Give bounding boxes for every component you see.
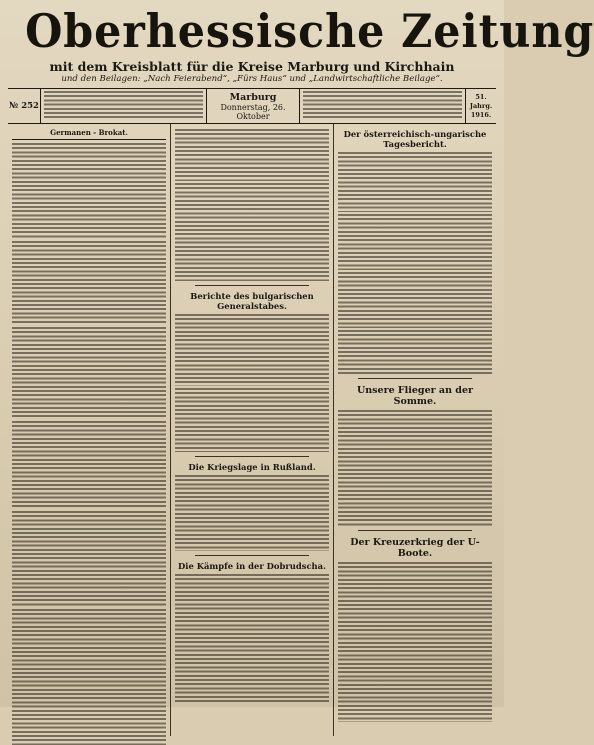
volume-year: [466, 89, 496, 123]
article-text-block: [338, 152, 492, 212]
divider: [195, 555, 309, 556]
advertising-text: [300, 89, 466, 123]
article-text-block: [175, 183, 329, 227]
subscription-text: [41, 89, 207, 123]
column-right: [333, 124, 496, 736]
article-text-block: [338, 562, 492, 722]
article-text-block: [175, 574, 329, 704]
article-text-block: [175, 129, 329, 181]
dateline: [207, 89, 300, 123]
masthead-subtitle: mit dem Kreisblatt für die Kreise Marburg und Kirchhain: [49, 59, 455, 74]
headline-uboat-war: Der Kreuzerkrieg der U-Boote.: [350, 537, 480, 559]
article-text-block: [12, 421, 166, 509]
dateline-date: Donnerstag, 26. Oktober: [220, 102, 286, 121]
headline-pilots-somme: Unsere Flieger an der Somme.: [356, 385, 473, 407]
article-text-block: [338, 330, 492, 374]
year-label: 1916.: [470, 110, 492, 119]
article-text-block: [338, 214, 492, 270]
headline-austro-hungarian-report: Der österreichisch-ungarische Tagesbericht.: [343, 129, 487, 149]
divider: [358, 530, 472, 531]
masthead-title: Oberhessische Zeitung: [25, 4, 594, 58]
volume-label: 51. Jahrg.: [469, 92, 493, 110]
divider: [195, 285, 309, 286]
article-columns: [8, 124, 496, 736]
divider: [358, 378, 472, 379]
article-text-block: [175, 229, 329, 281]
headline-bulgarian-report: Berichte des bulgarischen Generalstabes.: [190, 291, 314, 311]
article-text-block: [12, 609, 166, 745]
issue-number: № 252: [8, 89, 41, 123]
article-text-block: [175, 388, 329, 452]
headline-russia: Die Kriegslage in Rußland.: [188, 462, 316, 472]
info-bar: [8, 89, 496, 124]
column-middle: [170, 124, 333, 736]
article-text-block: [12, 143, 166, 239]
article-text-block: [338, 410, 492, 526]
article-text-block: [338, 272, 492, 328]
article-text-block: [175, 314, 329, 386]
masthead-supplements: und den Beilagen: „Nach Feierabend“, „Fürs Haus“ und „Landwirtschaftliche Beilage“.: [61, 74, 443, 84]
dateline-city: Marburg: [229, 91, 277, 103]
headline-dobrudja: Die Kämpfe in der Dobrudscha.: [178, 561, 326, 571]
divider: [195, 456, 309, 457]
left-section-head: Germanen - Brokat.: [12, 126, 166, 140]
article-text-block: [12, 327, 166, 419]
article-text-block: [12, 241, 166, 325]
article-text-block: [175, 475, 329, 551]
article-text-block: [12, 511, 166, 607]
column-left: [8, 124, 170, 736]
